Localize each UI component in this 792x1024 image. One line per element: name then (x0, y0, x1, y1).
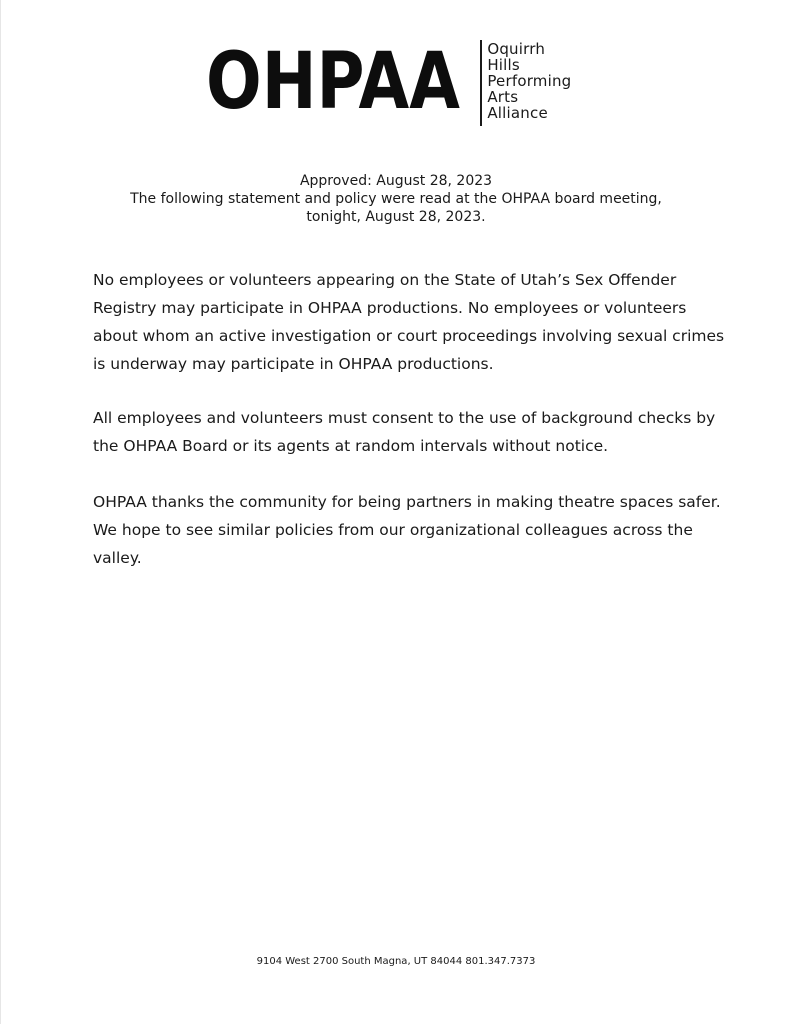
ohpaa-logo (206, 36, 571, 128)
header-line-3: tonight, August 28, 2023. (306, 209, 486, 225)
statement-header (0, 172, 792, 226)
logo-line-performing: Performing (487, 72, 572, 90)
policy-paragraph-background-checks: All employees and volunteers must consent to the use of background checks by the OHPAA Board or its agents at random intervals without notice. (93, 409, 716, 455)
policy-paragraph-thanks: OHPAA thanks the community for being partners in making theatre spaces safer. We hope to see similar policies from our organizational colleagues across the valley. (93, 493, 721, 567)
footer-address: 9104 West 2700 South Magna, UT 84044 801.347.7373 (256, 956, 536, 967)
logo-line-oquirrh: Oquirrh (487, 40, 546, 58)
logo-divider (480, 40, 482, 126)
policy-paragraph-registry: No employees or volunteers appearing on the State of Utah’s Sex Offender Registry may participate in OHPAA productions. No employees or volunteers about whom an active investigation or court proceedings involving sexual crimes is underway may participate in OHPAA productions. (93, 271, 725, 373)
logo-line-hills: Hills (487, 56, 520, 74)
logo-line-alliance: Alliance (487, 104, 548, 122)
logo-wordmark: OHPAA (206, 37, 460, 127)
approved-date: Approved: August 28, 2023 (299, 173, 493, 189)
header-line-2: The following statement and policy were read at the OHPAA board meeting, (130, 191, 662, 207)
logo-line-arts: Arts (487, 88, 519, 106)
logo-subtitle (487, 36, 571, 128)
